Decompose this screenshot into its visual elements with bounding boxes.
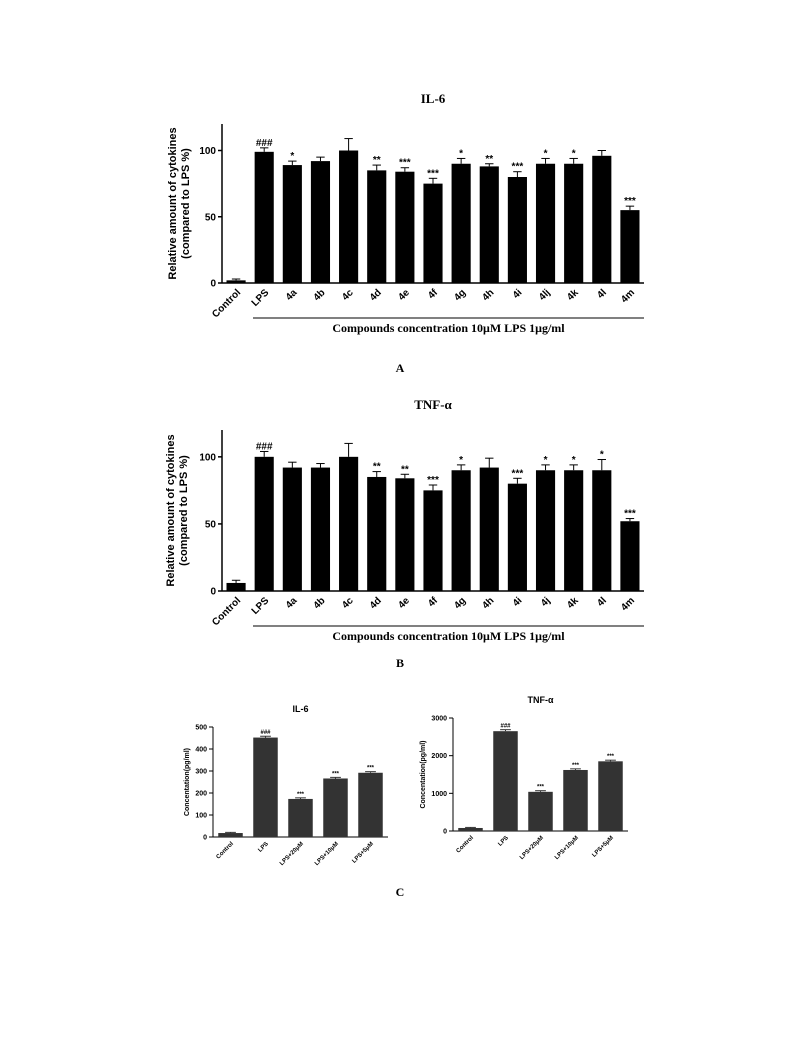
bar xyxy=(480,166,499,283)
bar xyxy=(620,210,639,283)
chart-a xyxy=(167,91,644,335)
y-tick-label: 400 xyxy=(195,746,207,754)
significance-label: *** xyxy=(624,196,636,208)
chart-c-tnf xyxy=(420,695,628,861)
bar xyxy=(563,770,588,831)
bar xyxy=(288,799,313,837)
significance-label: *** xyxy=(606,754,615,761)
bar xyxy=(227,280,246,283)
x-tick-label: 4f xyxy=(426,595,441,610)
x-tick-label: 4a xyxy=(283,287,300,303)
x-tick-label: 4m xyxy=(619,287,638,306)
bar xyxy=(564,164,583,283)
y-axis-label: Relative amount of cytokines xyxy=(165,434,177,587)
y-tick-label: 0 xyxy=(210,586,216,598)
y-axis-label: Relative amount of cytokines xyxy=(167,127,179,280)
bar xyxy=(508,177,527,283)
bar xyxy=(323,778,348,837)
significance-label: * xyxy=(599,449,604,461)
bar xyxy=(253,738,278,837)
x-tick-label: 4b xyxy=(311,595,328,612)
x-tick-label: Control xyxy=(455,835,475,855)
y-tick-label: 500 xyxy=(195,724,207,732)
x-tick-label: 4b xyxy=(311,287,328,304)
significance-label: * xyxy=(571,454,576,466)
bar xyxy=(395,172,414,283)
x-tick-label: 4k xyxy=(565,287,581,303)
bar xyxy=(480,468,499,591)
panel-label-b: B xyxy=(395,656,405,670)
chart-b xyxy=(165,397,644,643)
bar xyxy=(592,470,611,591)
x-tick-label: Control xyxy=(210,287,244,321)
y-axis-label: (compared to LPS %) xyxy=(178,455,190,566)
bar xyxy=(493,731,518,831)
bar xyxy=(423,490,442,591)
chart-title: IL-6 xyxy=(292,704,309,714)
bar xyxy=(339,151,358,284)
significance-label: *** xyxy=(511,161,524,173)
significance-label: ** xyxy=(400,464,409,476)
chart-title: TNF-α xyxy=(527,695,554,705)
bar xyxy=(367,477,386,591)
bar xyxy=(620,521,639,591)
bar xyxy=(458,828,483,831)
x-tick-label: LPS xyxy=(497,835,510,848)
y-tick-label: 100 xyxy=(199,146,216,157)
bar xyxy=(536,470,555,591)
bar xyxy=(255,457,274,591)
x-tick-label: LPS+10μM xyxy=(314,841,340,867)
chart-title: IL-6 xyxy=(420,91,446,106)
significance-label: * xyxy=(543,148,548,160)
y-tick-label: 100 xyxy=(195,812,207,820)
significance-label: *** xyxy=(366,765,375,772)
y-tick-label: 50 xyxy=(204,212,216,224)
bar xyxy=(508,484,527,591)
x-tick-label: 4e xyxy=(396,287,412,303)
x-tick-label: Control xyxy=(215,841,235,861)
significance-label: * xyxy=(571,148,576,160)
significance-label: *** xyxy=(536,784,545,791)
panel-label-a: A xyxy=(395,361,405,375)
significance-label: ** xyxy=(372,155,381,167)
y-axis-label: (compared to LPS %) xyxy=(180,148,192,259)
x-tick-label: Control xyxy=(210,595,244,629)
x-tick-label: LPS+5μM xyxy=(591,835,615,859)
x-tick-label: 4i xyxy=(510,287,525,302)
significance-label: *** xyxy=(511,468,524,480)
y-tick-label: 300 xyxy=(195,768,207,776)
bar xyxy=(283,165,302,283)
significance-label: ### xyxy=(500,723,511,730)
significance-label: *** xyxy=(331,771,340,778)
bar xyxy=(395,478,414,591)
x-tick-label: 4l xyxy=(595,595,609,610)
significance-label: ### xyxy=(260,730,271,737)
x-tick-label: LPS+20μM xyxy=(519,835,545,861)
x-tick-label: LPS+10μM xyxy=(554,835,580,861)
x-tick-label: 4g xyxy=(452,287,469,304)
y-tick-label: 50 xyxy=(204,519,216,531)
x-tick-label: LPS xyxy=(249,287,272,309)
bar xyxy=(423,184,442,283)
x-tick-label: 4f xyxy=(426,287,441,302)
bar xyxy=(358,773,383,837)
x-tick-label: 4k xyxy=(565,595,581,611)
bar xyxy=(536,164,555,283)
bar xyxy=(598,761,623,831)
bar xyxy=(255,152,274,283)
bar xyxy=(218,833,243,837)
x-tick-label: 4a xyxy=(283,595,300,611)
significance-label: ### xyxy=(255,441,273,453)
y-axis-label: Concentation(pg/ml) xyxy=(184,747,191,817)
significance-label: ** xyxy=(485,153,494,165)
y-tick-label: 2000 xyxy=(431,753,447,761)
y-tick-label: 100 xyxy=(199,452,216,464)
x-tick-label: 4g xyxy=(452,595,469,612)
y-tick-label: 0 xyxy=(210,278,216,290)
bar xyxy=(528,792,553,831)
chart-c-il6 xyxy=(184,704,388,867)
bar xyxy=(227,583,246,591)
y-axis-label: Concentation(pg/ml) xyxy=(420,740,427,809)
x-axis-label: Compounds concentration 10μM LPS 1μg/ml xyxy=(332,629,565,643)
bar xyxy=(452,470,471,591)
significance-label: ** xyxy=(372,461,381,473)
x-tick-label: 4j xyxy=(538,595,553,610)
x-tick-label: 4c xyxy=(340,595,356,611)
significance-label: *** xyxy=(296,791,305,798)
bar xyxy=(367,170,386,283)
significance-label: *** xyxy=(427,475,439,487)
x-tick-label: 4e xyxy=(396,595,412,611)
x-tick-label: LPS xyxy=(257,841,270,854)
x-tick-label: 4i xyxy=(510,595,525,610)
bar xyxy=(592,156,611,283)
y-tick-label: 1000 xyxy=(431,790,447,798)
chart-title: TNF-α xyxy=(414,397,452,412)
x-tick-label: 4lj xyxy=(537,287,553,303)
y-tick-label: 0 xyxy=(203,834,207,842)
x-tick-label: 4c xyxy=(340,287,356,303)
x-tick-label: 4m xyxy=(619,595,638,614)
x-tick-label: 4d xyxy=(367,287,384,304)
y-tick-label: 0 xyxy=(443,828,447,836)
x-tick-label: 4l xyxy=(595,287,609,302)
significance-label: * xyxy=(543,454,548,466)
bar xyxy=(311,161,330,283)
x-tick-label: 4h xyxy=(480,595,497,612)
significance-label: *** xyxy=(399,157,411,169)
x-tick-label: LPS xyxy=(249,595,272,617)
y-tick-label: 200 xyxy=(195,790,207,798)
significance-label: * xyxy=(290,151,295,163)
bar xyxy=(564,470,583,591)
x-tick-label: LPS+20μM xyxy=(279,841,305,867)
x-tick-label: 4d xyxy=(367,595,384,612)
significance-label: *** xyxy=(571,762,580,769)
bar xyxy=(339,457,358,591)
bar xyxy=(311,468,330,591)
significance-label: *** xyxy=(624,508,636,520)
bar xyxy=(283,468,302,591)
x-tick-label: LPS+5μM xyxy=(351,841,375,865)
significance-label: ### xyxy=(255,137,273,149)
x-tick-label: 4h xyxy=(480,287,497,304)
y-tick-label: 3000 xyxy=(431,715,447,723)
bar xyxy=(452,164,471,283)
significance-label: *** xyxy=(427,168,439,180)
significance-label: * xyxy=(459,148,464,160)
panel-label-c: C xyxy=(395,885,405,899)
significance-label: * xyxy=(459,454,464,466)
x-axis-label: Compounds concentration 10μM LPS 1μg/ml xyxy=(332,321,565,335)
